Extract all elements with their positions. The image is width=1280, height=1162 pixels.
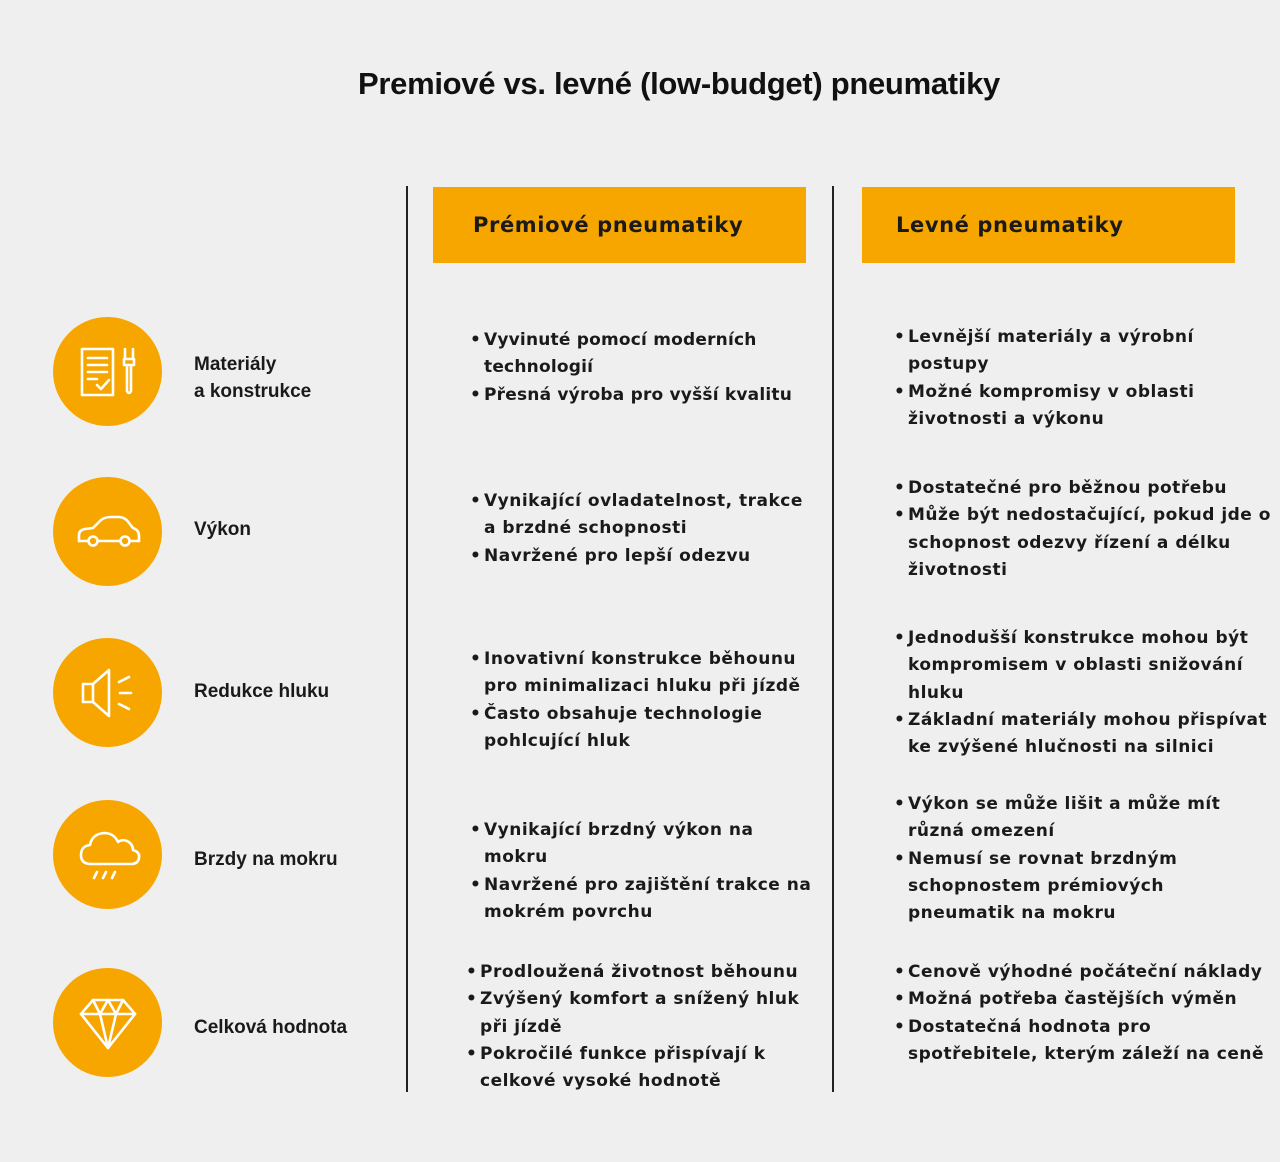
wet-braking-icon-badge	[53, 800, 162, 909]
list-item: • Možné kompromisy v oblasti životnosti a výkonu	[894, 379, 1274, 434]
performance-icon-badge	[53, 477, 162, 586]
noise-icon-badge	[53, 638, 162, 747]
list-item: • Prodloužená životnost běhounu	[466, 959, 811, 986]
category-label-performance: Výkon	[194, 519, 252, 540]
list-item: • Výkon se může lišit a může mít různá omezení	[894, 791, 1274, 846]
list-item: • Levnější materiály a výrobní postupy	[894, 324, 1274, 379]
column-divider-right	[832, 186, 834, 1092]
premium-value-list	[466, 959, 811, 1095]
budget-wet-braking-list	[894, 791, 1274, 927]
list-item: • Může být nedostačující, pokud jde o schopnost odezvy řízení a délku životnosti	[894, 502, 1274, 584]
car-icon	[73, 497, 143, 567]
materials-icon-badge	[53, 317, 162, 426]
list-item: • Dostatečná hodnota pro spotřebitele, kterým záleží na ceně	[894, 1014, 1274, 1069]
list-item: • Vynikající ovladatelnost, trakce a brzdné schopnosti	[470, 488, 815, 543]
list-item: • Pokročilé funkce přispívají k celkové vysoké hodnotě	[466, 1041, 811, 1096]
budget-value-list	[894, 959, 1274, 1068]
diamond-icon	[73, 988, 143, 1058]
premium-materials-list	[470, 327, 815, 409]
premium-performance-list	[470, 488, 815, 570]
list-item: • Základní materiály mohou přispívat ke zvýšené hlučnosti na silnici	[894, 707, 1274, 762]
list-item: • Možná potřeba častějších výměn	[894, 986, 1274, 1013]
list-item: • Přesná výroba pro vyšší kvalitu	[470, 382, 815, 409]
premium-column-header	[433, 187, 806, 263]
list-item: • Navržené pro zajištění trakce na mokrém povrchu	[470, 872, 815, 927]
category-label-wet-braking: Brzdy na mokru	[194, 849, 338, 870]
column-divider-left	[406, 186, 408, 1092]
premium-column-title: Prémiové pneumatiky	[473, 213, 744, 237]
list-item: • Nemusí se rovnat brzdným schopnostem prémiových pneumatik na mokru	[894, 846, 1274, 928]
list-item: • Vyvinuté pomocí moderních technologií	[470, 327, 815, 382]
premium-noise-list	[470, 646, 815, 755]
list-item: • Cenově výhodné počáteční náklady	[894, 959, 1274, 986]
category-label-value: Celková hodnota	[194, 1017, 348, 1038]
list-item: • Navržené pro lepší odezvu	[470, 543, 815, 570]
list-item: • Často obsahuje technologie pohlcující hluk	[470, 701, 815, 756]
budget-column-header	[862, 187, 1235, 263]
value-icon-badge	[53, 968, 162, 1077]
budget-column-title: Levné pneumatiky	[896, 213, 1124, 237]
category-label-materials: Materiály a konstrukce	[194, 354, 312, 402]
premium-wet-braking-list	[470, 817, 815, 926]
list-item: • Dostatečné pro běžnou potřebu	[894, 475, 1274, 502]
checklist-wrench-icon	[73, 337, 143, 407]
list-item: • Jednodušší konstrukce mohou být kompromisem v oblasti snižování hluku	[894, 625, 1274, 707]
category-label-noise: Redukce hluku	[194, 681, 330, 702]
speaker-icon	[73, 658, 143, 728]
budget-performance-list	[894, 475, 1274, 584]
rain-cloud-icon	[73, 820, 143, 890]
list-item: • Inovativní konstrukce běhounu pro minimalizaci hluku při jízdě	[470, 646, 815, 701]
budget-materials-list	[894, 324, 1274, 433]
budget-noise-list	[894, 625, 1274, 761]
page-title: Premiové vs. levné (low-budget) pneumatiky	[357, 66, 1000, 101]
list-item: • Vynikající brzdný výkon na mokru	[470, 817, 815, 872]
list-item: • Zvýšený komfort a snížený hluk při jízdě	[466, 986, 811, 1041]
